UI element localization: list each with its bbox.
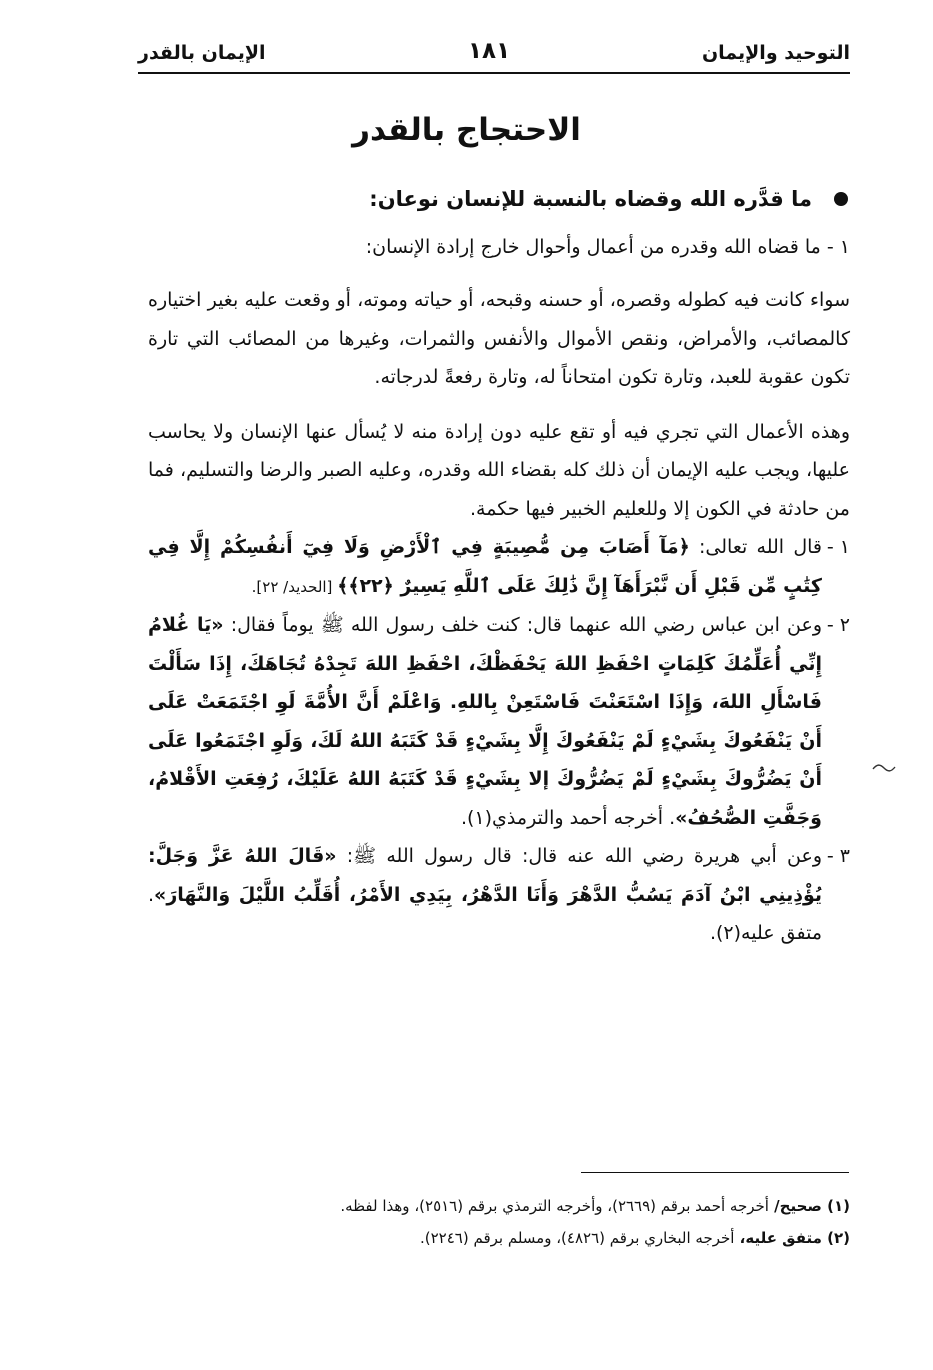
verse-citation: [الحديد/ ٢٢]. <box>251 577 338 596</box>
evidence-item-1 <box>148 528 850 606</box>
item-intro: وعن ابن عباس رضي الله عنهما قال: كنت خلف رسول الله ﷺ يوماً فقال: <box>223 614 822 636</box>
hadith-source: . أخرجه أحمد والترمذي(١). <box>460 806 676 829</box>
hadith-source: . متفق عليه(٢). <box>148 883 822 944</box>
header-book-title: التوحيد والإيمان <box>701 42 850 64</box>
bullet-dot-icon <box>834 192 848 206</box>
item-number: ٢ - <box>826 614 850 636</box>
footnote-2 <box>148 1222 850 1254</box>
bullet-heading <box>148 180 850 219</box>
main-text <box>148 180 850 953</box>
page-number: ١٨١ <box>468 38 511 64</box>
item-intro: قال الله تعالى: <box>689 536 823 558</box>
footnote-text: أخرجه البخاري برقم (٤٨٢٦)، ومسلم برقم (٢٢٤٦). <box>419 1229 735 1247</box>
hadith-text: «قَالَ اللهُ عَزَّ وَجَلَّ: يُؤْذِينِي ابْنُ آدَمَ يَسُبُّ الدَّهْرَ وَأَنَا الدَّهْرُ، بِيَدِي الأَمْرُ، أُقَلِّبُ اللَّيْلَ وَالنَّهَارَ» <box>148 845 822 906</box>
footnote-1 <box>148 1190 850 1222</box>
header-chapter-title: الإيمان بالقدر <box>138 42 266 64</box>
bullet-heading-text: ما قدَّره الله وقضاه بالنسبة للإنسان نوعان: <box>369 187 812 211</box>
quran-verse: ﴿مَآ أَصَابَ مِن مُّصِيبَةٍ فِي ٱلْأَرْضِ وَلَا فِيٓ أَنفُسِكُمْ إِلَّا فِي كِتَٰبٍ مِّن قَبْلِ أَن نَّبْرَأَهَآ إِنَّ ذَٰلِكَ عَلَى ٱللَّهِ يَسِيرٌ ﴿٢٢﴾﴾ <box>148 536 822 597</box>
item-number: ٣ - <box>826 845 850 867</box>
footnote-label: (٢) متفق عليه، <box>734 1229 850 1247</box>
paragraph-2: وهذه الأعمال التي تجري فيه أو تقع عليه دون إرادة منه لا يُسأل عنها الإنسان ولا يحاسب عليها، ويجب عليه الإيمان أن ذلك كله بقضاء الله وقدره، وعليه الصبر والرضا والتسليم، فما من حادثة في الكون إلا وللعليم الخبير فيها حكمة. <box>148 420 850 520</box>
item-number: ١ - <box>826 536 850 558</box>
running-header <box>138 38 850 74</box>
item-intro: وعن أبي هريرة رضي الله عنه قال: قال رسول الله ﷺ: <box>336 845 823 867</box>
footnote-separator <box>581 1172 849 1173</box>
section-title: الاحتجاج بالقدر <box>352 112 581 148</box>
evidence-item-3 <box>148 837 850 953</box>
hadith-text: «يَا غُلامُ إِنِّي أُعَلِّمُكَ كَلِمَاتٍ احْفَظِ اللهَ يَحْفَظْكَ، احْفَظِ اللهَ تَجِدْهُ تُجَاهَكَ، إِذَا سَأَلْتَ فَاسْأَلِ اللهَ، وَإِذَا اسْتَعَنْتَ فَاسْتَعِنْ بِاللهِ. وَاعْلَمْ أَنَّ الأُمَّةَ لَوِ اجْتَمَعَتْ عَلَى أَنْ يَنْفَعُوكَ بِشَيْءٍ لَمْ يَنْفَعُوكَ إِلَّا بِشَيْءٍ قَدْ كَتَبَهُ اللهُ لَكَ، وَلَوِ اجْتَمَعُوا عَلَى أَنْ يَضُرُّوكَ بِشَيْءٍ لَمْ يَضُرُّوكَ إلا بِشَيْءٍ قَدْ كَتَبَهُ اللهُ عَلَيْكَ، رُفِعَتِ الأَقْلامُ، وَجَفَّتِ الصُّحُفُ» <box>148 614 822 829</box>
margin-squiggle <box>872 763 896 773</box>
footnote-label: (١) صحيح/ <box>768 1197 850 1215</box>
evidence-item-2 <box>148 606 850 837</box>
type-one-heading: ١ - ما قضاه الله وقدره من أعمال وأحوال خارج إرادة الإنسان: <box>365 235 850 258</box>
paragraph-1: سواء كانت فيه كطوله وقصره، أو حسنه وقبحه، أو حياته وموته، أو وقعت عليه بغير اختياره كالمصائب، والأمراض، ونقص الأموال والأنفس والثمرات، وغيرها من المصائب التي تارة تكون عقوبة للعبد، وتارة تكون امتحاناً له، وتارة رفعةً لدرجاته. <box>148 289 850 388</box>
footnotes <box>148 1190 850 1254</box>
footnote-text: أخرجه أحمد برقم (٢٦٦٩)، وأخرجه الترمذي برقم (٢٥١٦)، وهذا لفظه. <box>340 1197 769 1215</box>
